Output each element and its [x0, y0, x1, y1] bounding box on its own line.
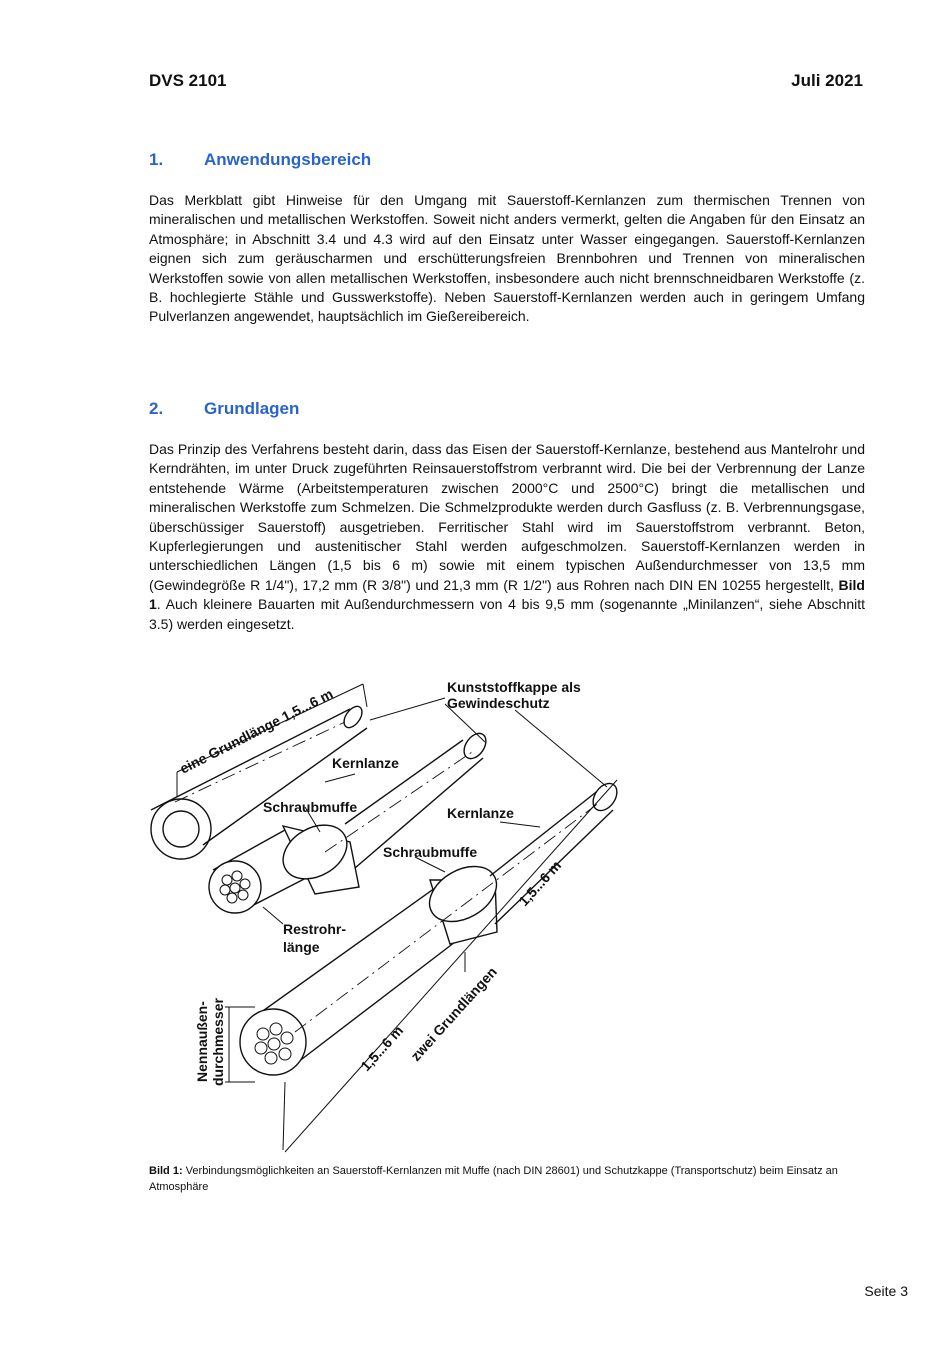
figure-reference: Bild 1: [149, 576, 865, 613]
section-2-heading: [149, 399, 299, 419]
label-restrohr: Restrohr-: [283, 921, 347, 937]
section-2-paragraph: [149, 440, 865, 634]
label-two-lengths: zwei Grundlängen: [407, 963, 500, 1065]
label-nenn-2: durchmesser: [210, 998, 226, 1086]
section-1-number: 1.: [149, 150, 164, 169]
label-length-bottom: 1,5...6 m: [357, 1022, 407, 1075]
label-schraubmuffe-1: Schraubmuffe: [263, 799, 358, 815]
document-date: Juli 2021: [791, 71, 863, 90]
section-2-title: Grundlagen: [204, 399, 300, 418]
label-kernlanze-1: Kernlanze: [332, 755, 399, 771]
section-2-text-a: Das Prinzip des Verfahrens besteht darin, dass das Eisen der Sauerstoff-Kernlanze, bestehend aus Mantelrohr und Kerndrähten, im unter Druck zugeführten Reinsauerstoffstrom verbrannt wird. Die bei der Verbrennung der Lanze entstehende Wärme (Arbeitstemperaturen zwischen 2000°C und 2500°C) bringt die metallischen und mineralischen Werkstoffe zum Schmelzen. Die Schmelzprodukte werden durch Gasfluss (z. B. Verbrennungsgase, überschüssiger Sauerstoff) ausgetrieben. Ferritischer Stahl wird im Sauerstoffstrom verbrannt. Beton, Kupferlegierungen und austenitischer Stahl werden aufgeschmolzen. Sauerstoff-Kernlanzen werden in unterschiedlichen Längen (1,5 bis 6 m) sowie mit einem typischen Außendurchmesser von 13,5 mm (Gewindegröße R 1/4"), 17,2 mm (R 3/8") und 21,3 mm (R 1/2") aus Rohren nach DIN EN 10255 hergestellt,: [149, 441, 865, 593]
page-number: Seite 3: [864, 1283, 908, 1299]
section-2-text-b: . Auch kleinere Bauarten mit Außendurchmessern von 4 bis 9,5 mm (sogenannte „Minilanzen“, siehe Abschnitt 3.5) werden eingesetzt.: [149, 596, 865, 632]
caption-label: Bild 1:: [149, 1165, 183, 1177]
document-id: DVS 2101: [149, 71, 227, 90]
label-nenn-1: Nennaußen-: [194, 1001, 210, 1082]
label-schraubmuffe-2: Schraubmuffe: [383, 844, 478, 860]
section-1-paragraph: Das Merkblatt gibt Hinweise für den Umgang mit Sauerstoff-Kernlanzen zum thermischen Trennen von mineralischen und metallischen Werkstoffen. Soweit nicht anders vermerkt, gelten die Angaben für den Einsatz an Atmosphäre; in Abschnitt 3.4 und 4.3 wird auf den Einsatz unter Wasser eingegangen. Sauerstoff-Kernlanzen eignen sich zum geräuscharmen und erschütterungsfreien Brennbohren und Trennen von mineralischen Werkstoffen sowie von allen metallischen Werkstoffen, insbesondere auch nicht brennschneidbaren Werkstoffe (z. B. hochlegierte Stähle und Gusswerkstoffe). Neben Sauerstoff-Kernlanzen werden auch in geringem Umfang Pulverlanzen angewendet, hauptsächlich im Gießereibereich.: [149, 192, 865, 325]
section-1-heading: [149, 150, 371, 170]
label-base-length: eine Grundlänge 1,5...6 m: [177, 685, 336, 777]
label-cap-2: Gewindeschutz: [447, 695, 550, 711]
label-restrohr-laenge: länge: [283, 939, 320, 955]
figure-caption: [149, 1163, 865, 1195]
lance-diagram: [145, 662, 635, 1162]
label-length-right: 1,5...6 m: [515, 857, 565, 910]
figure-oxygen-lances: [145, 662, 635, 1162]
label-kernlanze-2: Kernlanze: [447, 805, 514, 821]
label-cap: Kunststoffkappe als: [447, 679, 581, 695]
caption-text: Verbindungsmöglichkeiten an Sauerstoff-Kernlanzen mit Muffe (nach DIN 28601) und Schutzkappe (Transportschutz) beim Einsatz an Atmosphäre: [149, 1165, 838, 1193]
section-1-title: Anwendungsbereich: [204, 150, 372, 169]
section-2-number: 2.: [149, 399, 164, 418]
